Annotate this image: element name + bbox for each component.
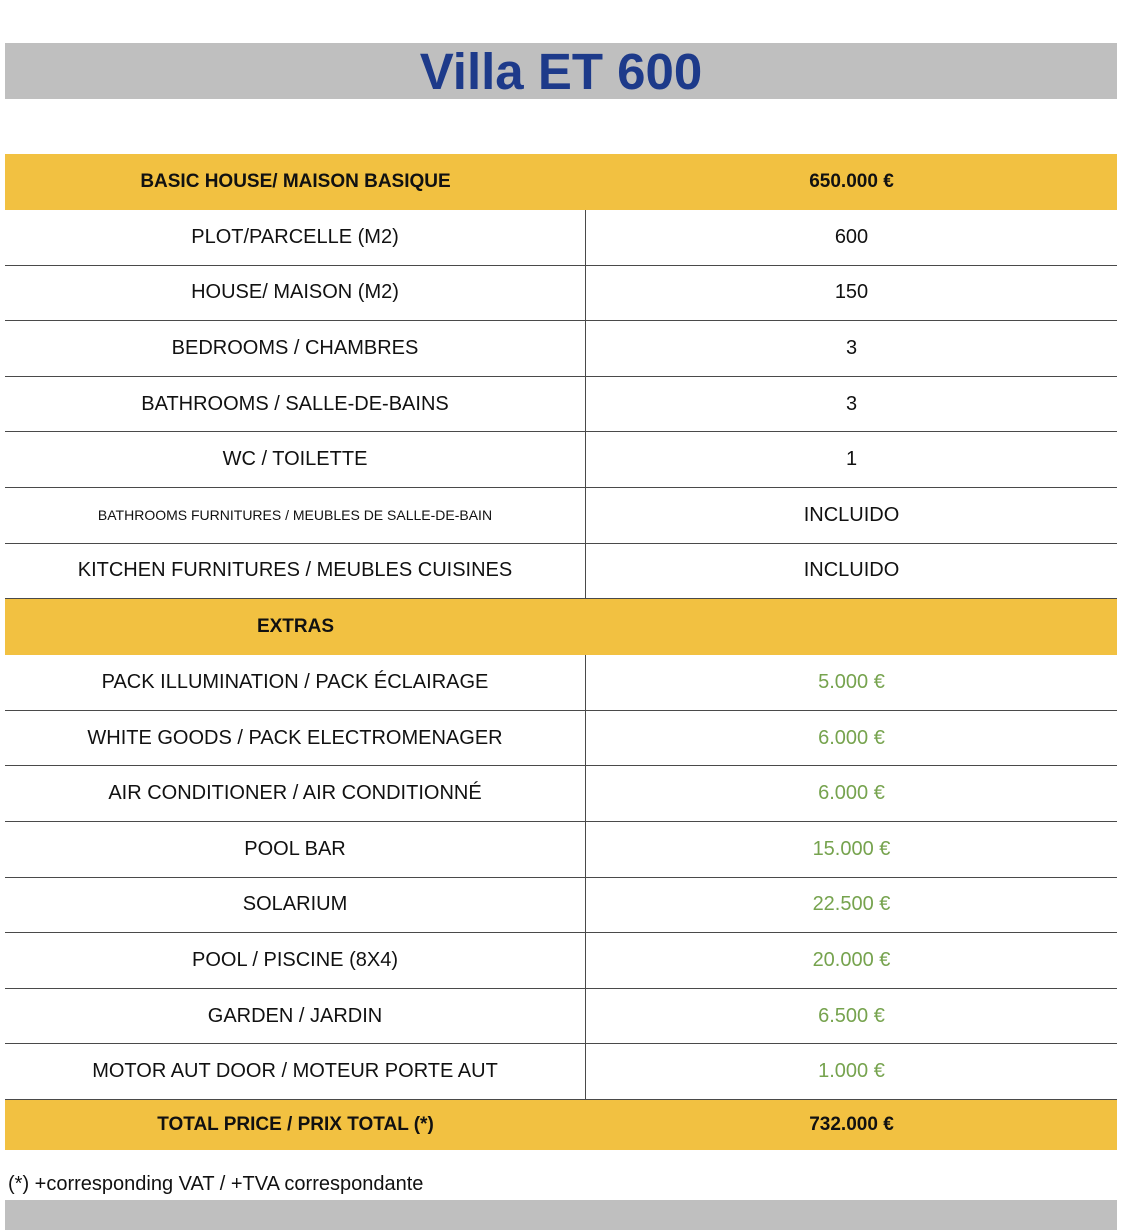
- basic-house-label: BASIC HOUSE/ MAISON BASIQUE: [140, 171, 451, 192]
- feature-row-bathroom-furniture: [5, 488, 1117, 544]
- feature-row-plot: [5, 210, 1117, 266]
- extra-label: GARDEN / JARDIN: [5, 989, 586, 1044]
- feature-label: PLOT/PARCELLE (M2): [5, 210, 586, 265]
- extra-price: 6.000 €: [818, 726, 885, 749]
- vat-footnote: (*) +corresponding VAT / +TVA correspondante: [8, 1173, 424, 1195]
- feature-row-wc: [5, 432, 1117, 488]
- extra-row-pool-bar: [5, 822, 1117, 878]
- feature-row-house: [5, 266, 1117, 322]
- basic-house-price: 650.000 €: [809, 171, 894, 192]
- extra-price: 5.000 €: [818, 670, 885, 693]
- feature-label: HOUSE/ MAISON (M2): [5, 266, 586, 321]
- feature-value: 600: [834, 225, 869, 248]
- extra-label: MOTOR AUT DOOR / MOTEUR PORTE AUT: [5, 1044, 586, 1099]
- extra-label: POOL / PISCINE (8X4): [5, 933, 586, 988]
- title-bar: [5, 43, 1117, 99]
- feature-label: BATHROOMS / SALLE-DE-BAINS: [5, 377, 586, 432]
- page-title: Villa ET 600: [419, 43, 703, 100]
- extra-row-solarium: [5, 878, 1117, 934]
- extra-row-pool: [5, 933, 1117, 989]
- feature-label: BEDROOMS / CHAMBRES: [5, 321, 586, 376]
- extra-price: 6.500 €: [818, 1004, 885, 1027]
- extra-price: 20.000 €: [812, 948, 891, 971]
- basic-house-header-row: [5, 154, 1117, 210]
- extra-label: AIR CONDITIONER / AIR CONDITIONNÉ: [5, 766, 586, 821]
- extra-price: 22.500 €: [812, 893, 891, 916]
- extra-row-air-conditioner: [5, 766, 1117, 822]
- extra-price: 6.000 €: [818, 782, 885, 805]
- total-price-value: 732.000 €: [809, 1113, 894, 1135]
- total-price-label: TOTAL PRICE / PRIX TOTAL (*): [157, 1113, 434, 1135]
- bottom-bar: [5, 1200, 1117, 1230]
- feature-value: 1: [845, 448, 858, 471]
- feature-label: KITCHEN FURNITURES / MEUBLES CUISINES: [5, 544, 586, 599]
- extra-label: WHITE GOODS / PACK ELECTROMENAGER: [5, 711, 586, 766]
- extra-row-motor-door: [5, 1044, 1117, 1100]
- feature-value: INCLUIDO: [803, 503, 900, 526]
- extra-row-white-goods: [5, 711, 1117, 767]
- extras-header-row: [5, 599, 1117, 655]
- feature-value: 150: [834, 281, 869, 304]
- feature-row-bedrooms: [5, 321, 1117, 377]
- extra-row-garden: [5, 989, 1117, 1045]
- feature-row-bathrooms: [5, 377, 1117, 433]
- extra-row-illumination: [5, 655, 1117, 711]
- feature-value: 3: [845, 392, 858, 415]
- feature-label: BATHROOMS FURNITURES / MEUBLES DE SALLE-DE-BAIN: [5, 488, 586, 543]
- feature-value: 3: [845, 336, 858, 359]
- extra-label: POOL BAR: [5, 822, 586, 877]
- feature-label: WC / TOILETTE: [5, 432, 586, 487]
- feature-row-kitchen-furniture: [5, 544, 1117, 600]
- extra-price: 1.000 €: [818, 1060, 885, 1083]
- extra-label: PACK ILLUMINATION / PACK ÉCLAIRAGE: [5, 655, 586, 710]
- extra-label: SOLARIUM: [5, 878, 586, 933]
- extra-price: 15.000 €: [812, 837, 891, 860]
- feature-value: INCLUIDO: [803, 559, 900, 582]
- total-price-row: [5, 1100, 1117, 1150]
- extras-header-label: EXTRAS: [256, 616, 335, 638]
- price-table: [5, 154, 1117, 1150]
- extras-header-value: [586, 599, 1117, 655]
